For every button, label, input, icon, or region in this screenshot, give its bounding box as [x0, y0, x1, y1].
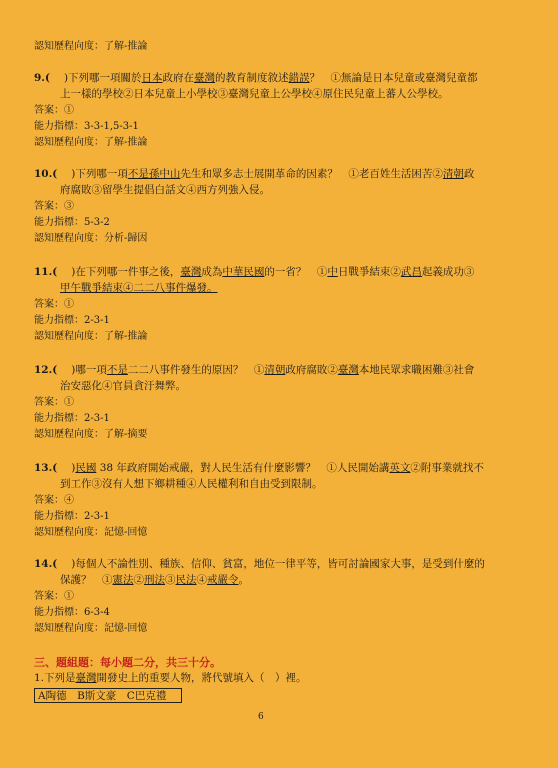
question-9-cognitive: 認知歷程向度：了解-推論 — [34, 137, 148, 148]
question-10-cognitive: 認知歷程向度：分析-歸因 — [34, 233, 148, 244]
question-11-cognitive: 認知歷程向度：了解-推論 — [34, 331, 148, 342]
question-12-answer: 答案：① — [34, 397, 74, 408]
question-11-line1: 11.( )在下列哪一件事之後，臺灣成為中華民國的一省？ ①中日戰爭結束②武昌起義成功③ — [34, 266, 475, 278]
question-14-cognitive: 認知歷程向度：記憶-回憶 — [34, 623, 148, 634]
question-11-ability: 能力指標：2-3-1 — [34, 315, 110, 326]
question-14-line1: 14.( )每個人不論性別、種族、信仰、貧富，地位一律平等，皆可討論國家大事，是受到什麼的 — [34, 558, 485, 570]
question-12-line2: 治安惡化④官員貪汙舞弊。 — [60, 380, 186, 392]
question-14-answer: 答案：① — [34, 591, 74, 602]
page-number: 6 — [258, 712, 264, 722]
question-13-line1: 13.( )民國 38 年政府開始戒嚴，對人民生活有什麼影響？ ①人民開始講英文②附事業就找不 — [34, 462, 484, 474]
question-11-line2: 甲午戰爭結束④二二八事件爆發。 — [60, 282, 218, 294]
question-13-cognitive: 認知歷程向度：記憶-回憶 — [34, 527, 148, 538]
question-9-line1: 9.( )下列哪一項關於日本政府在臺灣的教育制度敘述錯誤？ ①無論是日本兒童或臺灣兒童都 — [34, 72, 478, 84]
question-number: 9.( — [34, 72, 50, 84]
question-14-line2: 保護？ ①憲法②刑法③民法④戒嚴令。 — [60, 574, 249, 586]
question-10-ability: 能力指標：5-3-2 — [34, 217, 110, 228]
meta-cognitive-top: 認知歷程向度：了解-推論 — [34, 41, 148, 52]
question-9-line2: 上一樣的學校②日本兒童上小學校③臺灣兒童上公學校④原住民兒童上蕃人公學校。 — [60, 88, 449, 100]
question-13-line2: 到工作③沒有人想下鄉耕種④人民權利和自由受到限制。 — [60, 478, 323, 490]
question-10-answer: 答案：③ — [34, 201, 74, 212]
question-9-ability: 能力指標：3-3-1,5-3-1 — [34, 121, 139, 132]
question-13-ability: 能力指標：2-3-1 — [34, 511, 110, 522]
section-3-title: 三、題組題：每小題二分，共三十分。 — [34, 656, 221, 669]
options-box: A陶德 B斯文豪 C巴克禮 — [34, 688, 182, 703]
question-13-answer: 答案：④ — [34, 495, 74, 506]
question-14-ability: 能力指標：6-3-4 — [34, 607, 110, 618]
question-12-line1: 12.( )哪一項不是二二八事件發生的原因？ ①清朝政府腐敗②臺灣本地民眾求職困難③社會 — [34, 364, 475, 376]
question-11-answer: 答案：① — [34, 299, 74, 310]
question-10-line2: 府腐敗③留學生提倡白話文④西方列強入侵。 — [60, 184, 270, 196]
question-10-line1: 10.( )下列哪一項不是孫中山先生和眾多志士展開革命的因素？ ①老百姓生活困苦②清朝政 — [34, 168, 475, 180]
question-12-cognitive: 認知歷程向度：了解-摘要 — [34, 429, 148, 440]
section-3-question-1: 1.下列是臺灣開發史上的重要人物，將代號填入（ ）裡。 — [34, 672, 307, 684]
question-9-answer: 答案：① — [34, 105, 74, 116]
question-12-ability: 能力指標：2-3-1 — [34, 413, 110, 424]
